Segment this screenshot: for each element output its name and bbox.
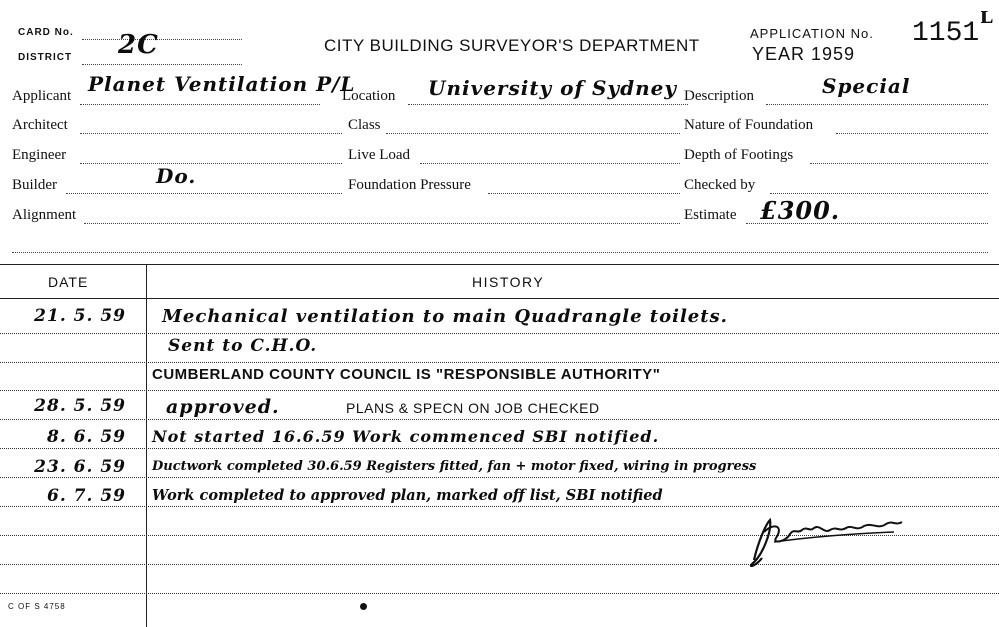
district-line — [82, 64, 242, 65]
row-rule — [0, 362, 999, 363]
department-title: CITY BUILDING SURVEYOR'S DEPARTMENT — [324, 36, 700, 55]
architect-label: Architect — [12, 117, 68, 133]
applicant-line — [80, 104, 320, 105]
class-label: Class — [348, 117, 381, 133]
alignment-line — [84, 223, 680, 224]
applicant-value: Planet Ventilation P/L — [88, 72, 356, 96]
punch-hole — [360, 603, 367, 610]
engineer-label: Engineer — [12, 147, 67, 163]
depth-label: Depth of Footings — [684, 147, 794, 163]
row-rule — [0, 477, 999, 478]
row-rule — [0, 390, 999, 391]
description-label: Description — [684, 88, 754, 104]
builder-line — [66, 193, 342, 194]
year-label: YEAR 1959 — [752, 44, 856, 64]
row-rule — [0, 419, 999, 420]
plans-stamp: PLANS & SPECN ON JOB CHECKED — [346, 400, 600, 416]
description-line — [766, 104, 988, 105]
signature — [744, 512, 914, 578]
row-rule — [0, 506, 999, 507]
history-date: 8. 6. 59 — [47, 427, 126, 447]
form-number: C OF S 4758 — [8, 602, 66, 611]
history-entry: approved. — [166, 396, 280, 418]
signature-scribble — [744, 512, 914, 572]
district-value: 2C — [118, 30, 159, 60]
foundation-pressure-line — [488, 193, 680, 194]
table-column-divider — [146, 265, 147, 627]
estimate-label: Estimate — [684, 207, 737, 223]
description-value: Special — [822, 74, 911, 98]
builder-label: Builder — [12, 177, 57, 193]
live-load-label: Live Load — [348, 147, 411, 163]
nature-line — [836, 133, 988, 134]
applicant-label: Applicant — [12, 88, 72, 104]
class-line — [386, 133, 680, 134]
engineer-line — [80, 163, 342, 164]
history-date: 6. 7. 59 — [47, 486, 126, 506]
table-top-rule — [0, 264, 999, 265]
history-entry: Not started 16.6.59 Work commenced SBI notified. — [152, 427, 660, 446]
date-header: DATE — [48, 274, 89, 290]
alignment-label: Alignment — [12, 207, 77, 223]
foundation-pressure-label: Foundation Pressure — [348, 177, 471, 193]
depth-line — [810, 163, 988, 164]
card-no-line — [82, 39, 242, 40]
row-rule — [0, 448, 999, 449]
nature-label: Nature of Foundation — [684, 117, 814, 133]
table-header-rule — [0, 298, 999, 299]
application-label: APPLICATION No. — [750, 26, 874, 41]
card-no-label: CARD No. — [18, 27, 74, 38]
live-load-line — [420, 163, 680, 164]
district-label: DISTRICT — [18, 52, 73, 63]
authority-stamp: CUMBERLAND COUNTY COUNCIL IS "RESPONSIBLE AUTHORITY" — [152, 366, 661, 383]
corner-mark: ʟ — [980, 0, 994, 29]
row-rule — [0, 593, 999, 594]
location-value: University of Sydney — [428, 76, 677, 100]
row-rule — [0, 333, 999, 334]
history-date: 21. 5. 59 — [34, 306, 126, 326]
checked-label: Checked by — [684, 177, 756, 193]
history-header: HISTORY — [472, 274, 545, 290]
history-entry: Work completed to approved plan, marked off list, SBI notified — [152, 487, 663, 504]
architect-line — [80, 133, 342, 134]
history-entry: Sent to C.H.O. — [168, 336, 318, 356]
location-label: Location — [342, 88, 396, 104]
estimate-value: £300. — [760, 196, 841, 225]
history-date: 28. 5. 59 — [34, 396, 126, 416]
application-number: 1151 — [912, 18, 980, 49]
checked-line — [770, 193, 988, 194]
history-entry: Ductwork completed 30.6.59 Registers fitted, fan + motor fixed, wiring in progress — [152, 459, 757, 474]
builder-value: Do. — [156, 164, 197, 188]
history-date: 23. 6. 59 — [34, 457, 126, 477]
history-entry: Mechanical ventilation to main Quadrangle toilets. — [162, 306, 728, 327]
blank-line — [12, 252, 988, 253]
location-line — [408, 104, 688, 105]
